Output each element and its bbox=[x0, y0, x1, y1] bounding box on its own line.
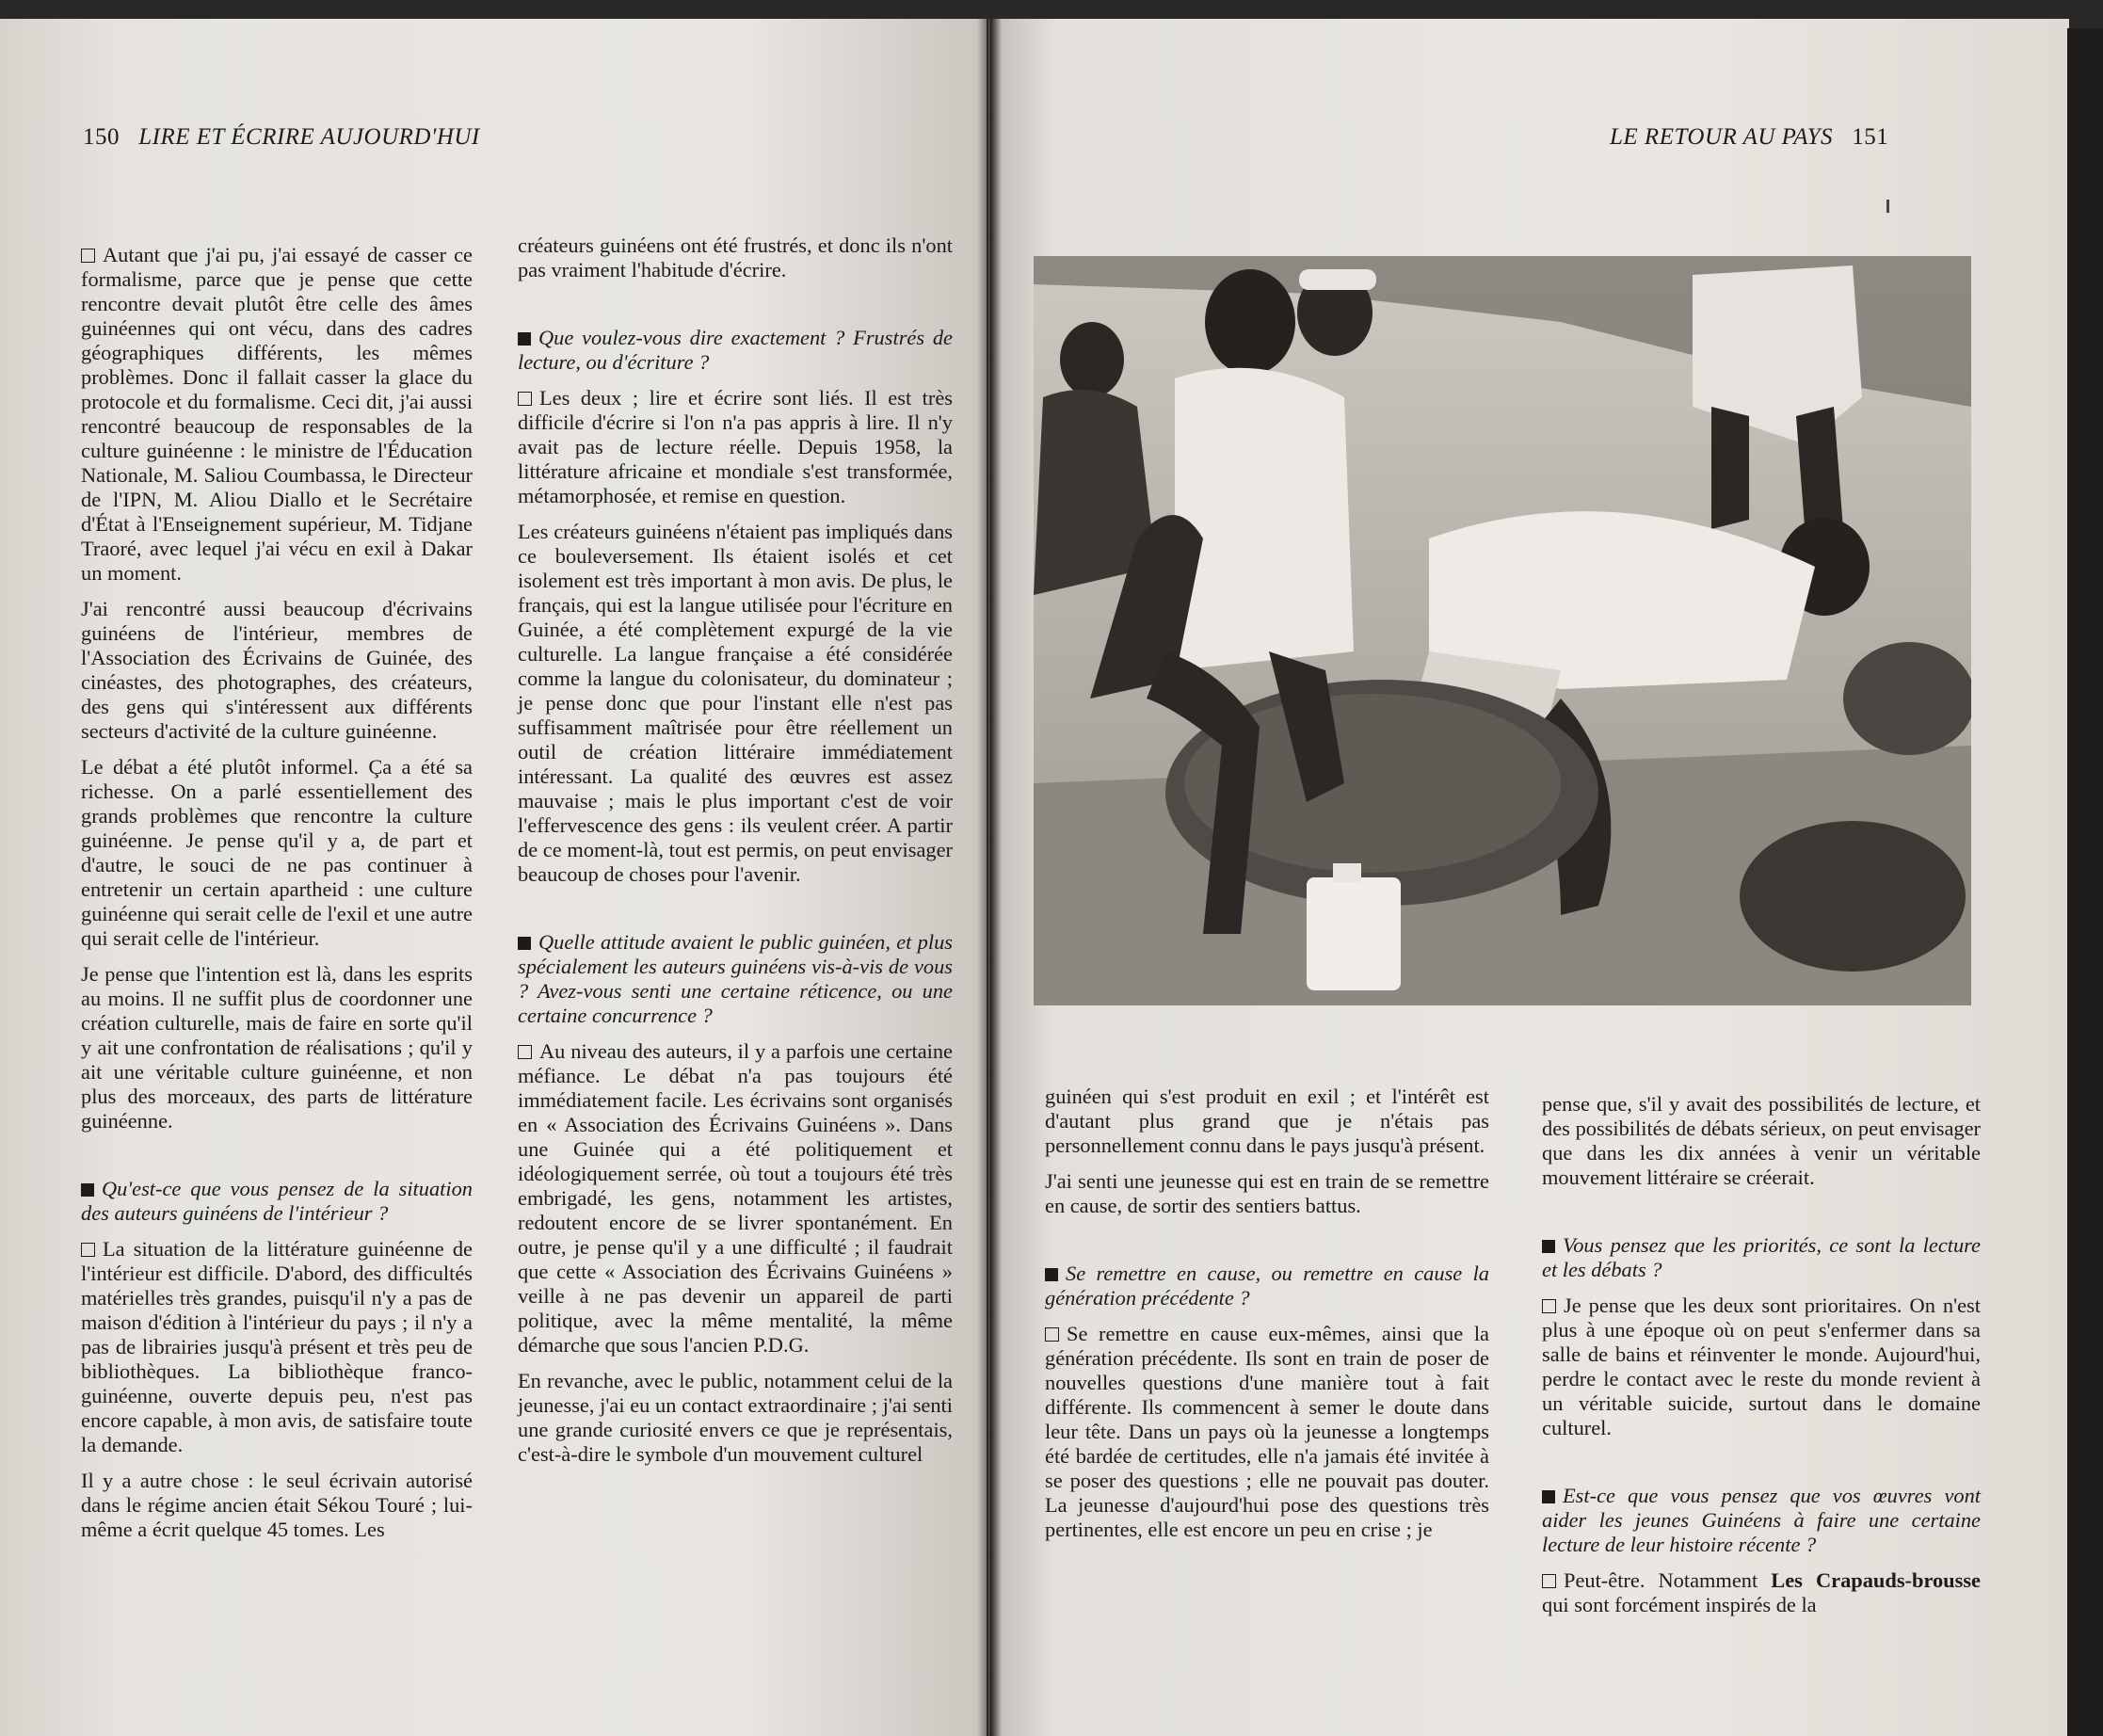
answer-text: Les deux ; lire et écrire sont liés. Il est très difficile d'écrire si l'on n'a pas appris à lire. Il n'y avait pas de lecture réelle. Depuis 1958, la littérature africaine et mondiale s'est transformée, métamorphosée, et remise en question. bbox=[518, 386, 953, 507]
question-text: Se remettre en cause, ou remettre en cause la génération précédente ? bbox=[1045, 1262, 1489, 1310]
interview-answer bbox=[1542, 1568, 1981, 1617]
left-page-header bbox=[83, 124, 480, 151]
paragraph: Il y a autre chose : le seul écrivain autorisé dans le régime ancien était Sékou Touré ; lui-même a écrit quelque 45 tomes. Les bbox=[81, 1469, 473, 1541]
empty-square-icon bbox=[518, 1045, 532, 1059]
paragraph: créateurs guinéens ont été frustrés, et donc ils n'ont pas vraiment l'habitude d'écrire. bbox=[518, 233, 953, 281]
interview-question bbox=[1045, 1262, 1489, 1310]
filled-square-icon bbox=[518, 937, 531, 950]
answer-text: Autant que j'ai pu, j'ai essayé de casser ce formalisme, parce que je pense que cette rencontre devait plutôt être celle des âmes guinéennes qui ont vécu, dans des cadres géographiques différents, les mêmes problèmes. Donc il fallait casser la glace du protocole et du formalisme. Ceci dit, j'ai aussi rencontré beaucoup de responsables de la culture guinéenne : le ministre de l'Éducation Nationale, M. Saliou Coumbassa, le Directeur de l'IPN, M. Aliou Diallo et le Secrétaire d'État à l'Enseignement supérieur, M. Tidjane Traoré, avec lequel j'ai vécu en exil à Dakar un moment. bbox=[81, 243, 473, 585]
answer-text: Au niveau des auteurs, il y a parfois une certaine méfiance. Le débat n'a pas toujours été immédiatement facile. Les écrivains sont organisés en « Association des Écrivains Guinéens ». Dans une Guinée qui a été politiquement et idéologiquement serrée, où tout a toujours été très embrigadé, les gens, notamment les artistes, redoutent encore de se livrer spontanément. En outre, je pense qu'il y a une difficulté ; il faudrait que cette « Association des Écrivains Guinéens » veille à ne pas devenir un appareil de parti politique, avec la même mentalité, la même démarche que sous l'ancien P.D.G. bbox=[518, 1039, 953, 1357]
paragraph: guinéen qui s'est produit en exil ; et l'intérêt est d'autant plus grand que je n'étais pas personnellement connu dans le pays jusqu'à présent. bbox=[1045, 1085, 1489, 1157]
answer-text: Je pense que les deux sont prioritaires. On n'est plus à une époque où on peut s'enfermer dans sa salle de bains et réinventer le monde. Aujourd'hui, perdre le contact avec le reste du monde revient à un véritable suicide, surtout dans le domaine culturel. bbox=[1542, 1294, 1981, 1439]
filled-square-icon bbox=[1542, 1240, 1555, 1253]
question-spacer bbox=[81, 1145, 473, 1177]
left-column-1 bbox=[81, 243, 473, 1553]
question-text: Quelle attitude avaient le public guinéen, et plus spécialement les auteurs guinéens vis-à-vis de vous ? Avez-vous senti une certaine réticence, ou une certaine concurrence ? bbox=[518, 930, 953, 1027]
answer-text: qui sont forcément inspirés de la bbox=[1542, 1593, 1817, 1616]
interview-question bbox=[518, 930, 953, 1028]
paragraph: En revanche, avec le public, notamment celui de la jeunesse, j'ai eu un contact extraordinaire ; j'ai senti une grande curiosité envers ce que je représentais, c'est-à-dire le symbole d'un mouvement culturel bbox=[518, 1369, 953, 1466]
answer-text: Peut-être. Notamment bbox=[1564, 1568, 1772, 1592]
interview-answer bbox=[518, 386, 953, 508]
question-spacer bbox=[518, 294, 953, 326]
paragraph: J'ai rencontré aussi beaucoup d'écrivains guinéens de l'intérieur, membres de l'Association des Écrivains de Guinée, des cinéastes, des photographes, des créateurs, des gens qui s'intéressent aux différents secteurs d'activité de la culture guinéenne. bbox=[81, 597, 473, 743]
paragraph: J'ai senti une jeunesse qui est en train de se remettre en cause, de sortir des sentiers battus. bbox=[1045, 1169, 1489, 1217]
left-page-number: 150 bbox=[83, 124, 120, 150]
photograph bbox=[1034, 256, 1971, 1005]
interview-answer bbox=[1542, 1294, 1981, 1440]
question-spacer bbox=[1542, 1201, 1981, 1233]
question-spacer bbox=[518, 898, 953, 930]
right-page-header bbox=[1610, 124, 1888, 151]
filled-square-icon bbox=[1045, 1268, 1058, 1281]
empty-square-icon bbox=[1045, 1327, 1059, 1342]
right-running-title: LE RETOUR AU PAYS bbox=[1610, 124, 1834, 150]
right-page-number: 151 bbox=[1852, 124, 1889, 150]
interview-answer bbox=[1045, 1322, 1489, 1542]
question-text: Que voulez-vous dire exactement ? Frustrés de lecture, ou d'écriture ? bbox=[518, 326, 953, 374]
question-text: Vous pensez que les priorités, ce sont la lecture et les débats ? bbox=[1542, 1233, 1981, 1281]
empty-square-icon bbox=[81, 249, 95, 263]
question-spacer bbox=[1045, 1230, 1489, 1262]
answer-text: La situation de la littérature guinéenne de l'intérieur est difficile. D'abord, des difficultés matérielles très grandes, puisqu'il n'y a pas de maison d'édition à l'intérieur du pays ; il n'y a pas de librairies jusqu'à présent et très peu de bibliothèques. La bibliothèque franco-guinéenne, ouverte depuis peu, n'est pas encore capable, à mon avis, de satisfaire toute la demande. bbox=[81, 1237, 473, 1456]
interview-answer bbox=[81, 1237, 473, 1457]
question-text: Qu'est-ce que vous pensez de la situation des auteurs guinéens de l'intérieur ? bbox=[81, 1177, 473, 1225]
interview-question bbox=[518, 326, 953, 375]
page-edge bbox=[2067, 28, 2103, 1736]
paragraph: pense que, s'il y avait des possibilités de lecture, et des possibilités de débats sérieux, on peut envisager que dans les dix années à venir un véritable mouvement littéraire se créerait. bbox=[1542, 1092, 1981, 1189]
book-gutter bbox=[977, 19, 1002, 1736]
interview-answer bbox=[81, 243, 473, 586]
question-spacer bbox=[1542, 1452, 1981, 1484]
empty-square-icon bbox=[1542, 1574, 1556, 1588]
interview-question bbox=[1542, 1484, 1981, 1557]
margin-mark bbox=[1886, 200, 1889, 213]
empty-square-icon bbox=[518, 392, 532, 406]
question-text: Est-ce que vous pensez que vos œuvres vont aider les jeunes Guinéens à faire une certaine lecture de leur histoire récente ? bbox=[1542, 1484, 1981, 1556]
interview-question bbox=[1542, 1233, 1981, 1282]
filled-square-icon bbox=[81, 1183, 94, 1197]
paragraph: Je pense que l'intention est là, dans les esprits au moins. Il ne suffit plus de coordonner une création culturelle, mais de faire en sorte qu'il y ait une confrontation de réalisations ; qu'il y ait une véritable culture guinéenne, et non plus des morceaux, des parts de littérature guinéenne. bbox=[81, 962, 473, 1133]
filled-square-icon bbox=[518, 332, 531, 346]
paragraph: Le débat a été plutôt informel. Ça a été sa richesse. On a parlé essentiellement des grands problèmes que rencontre la culture guinéenne. Je pense qu'il y a, de part et d'autre, le souci de ne pas continuer à entretenir un certain apartheid : une culture guinéenne qui serait celle de l'exil et une autre qui serait celle de l'intérieur. bbox=[81, 755, 473, 950]
left-running-title: LIRE ET ÉCRIRE AUJOURD'HUI bbox=[138, 124, 480, 150]
photograph-of-men-mending-fishing-nets-icon bbox=[1034, 256, 1971, 1005]
left-column-2 bbox=[518, 233, 953, 1478]
filled-square-icon bbox=[1542, 1490, 1555, 1503]
interview-answer bbox=[518, 1039, 953, 1358]
paragraph: Les créateurs guinéens n'étaient pas impliqués dans ce bouleversement. Ils étaient isolés et cet isolement est très important à mon avis. De plus, le français, qui est la langue utilisée pour l'écriture en Guinée, a été complètement expurgé de la vie culturelle. La langue française a été considérée comme la langue du colonisateur, du dominateur ; je pense donc que pour l'instant elle n'est pas suffisamment maîtrisée pour être réellement un outil de création littéraire immédiatement intéressant. La qualité des œuvres est assez mauvaise ; mais le plus important c'est de voir l'effervescence des gens : ils veulent créer. A partir de ce moment-là, tout est permis, on peut envisager beaucoup de choses pour l'avenir. bbox=[518, 520, 953, 886]
answer-text: Se remettre en cause eux-mêmes, ainsi que la génération précédente. Ils sont en train de poser de nouvelles questions d'une manière tout à fait différente. Ils commencent à semer le doute dans leur tête. Dans un pays où la jeunesse a longtemps été bardée de certitudes, elle n'a jamais été invitée à se poser des questions ; elle ne pouvait pas douter. La jeunesse d'aujourd'hui pose des questions très pertinentes, elle est encore un peu en crise ; je bbox=[1045, 1322, 1489, 1541]
book-title: Les Crapauds-brousse bbox=[1771, 1568, 1981, 1592]
right-column-2 bbox=[1542, 1092, 1981, 1629]
empty-square-icon bbox=[81, 1243, 95, 1257]
interview-question bbox=[81, 1177, 473, 1226]
empty-square-icon bbox=[1542, 1299, 1556, 1313]
right-column-1 bbox=[1045, 1085, 1489, 1553]
